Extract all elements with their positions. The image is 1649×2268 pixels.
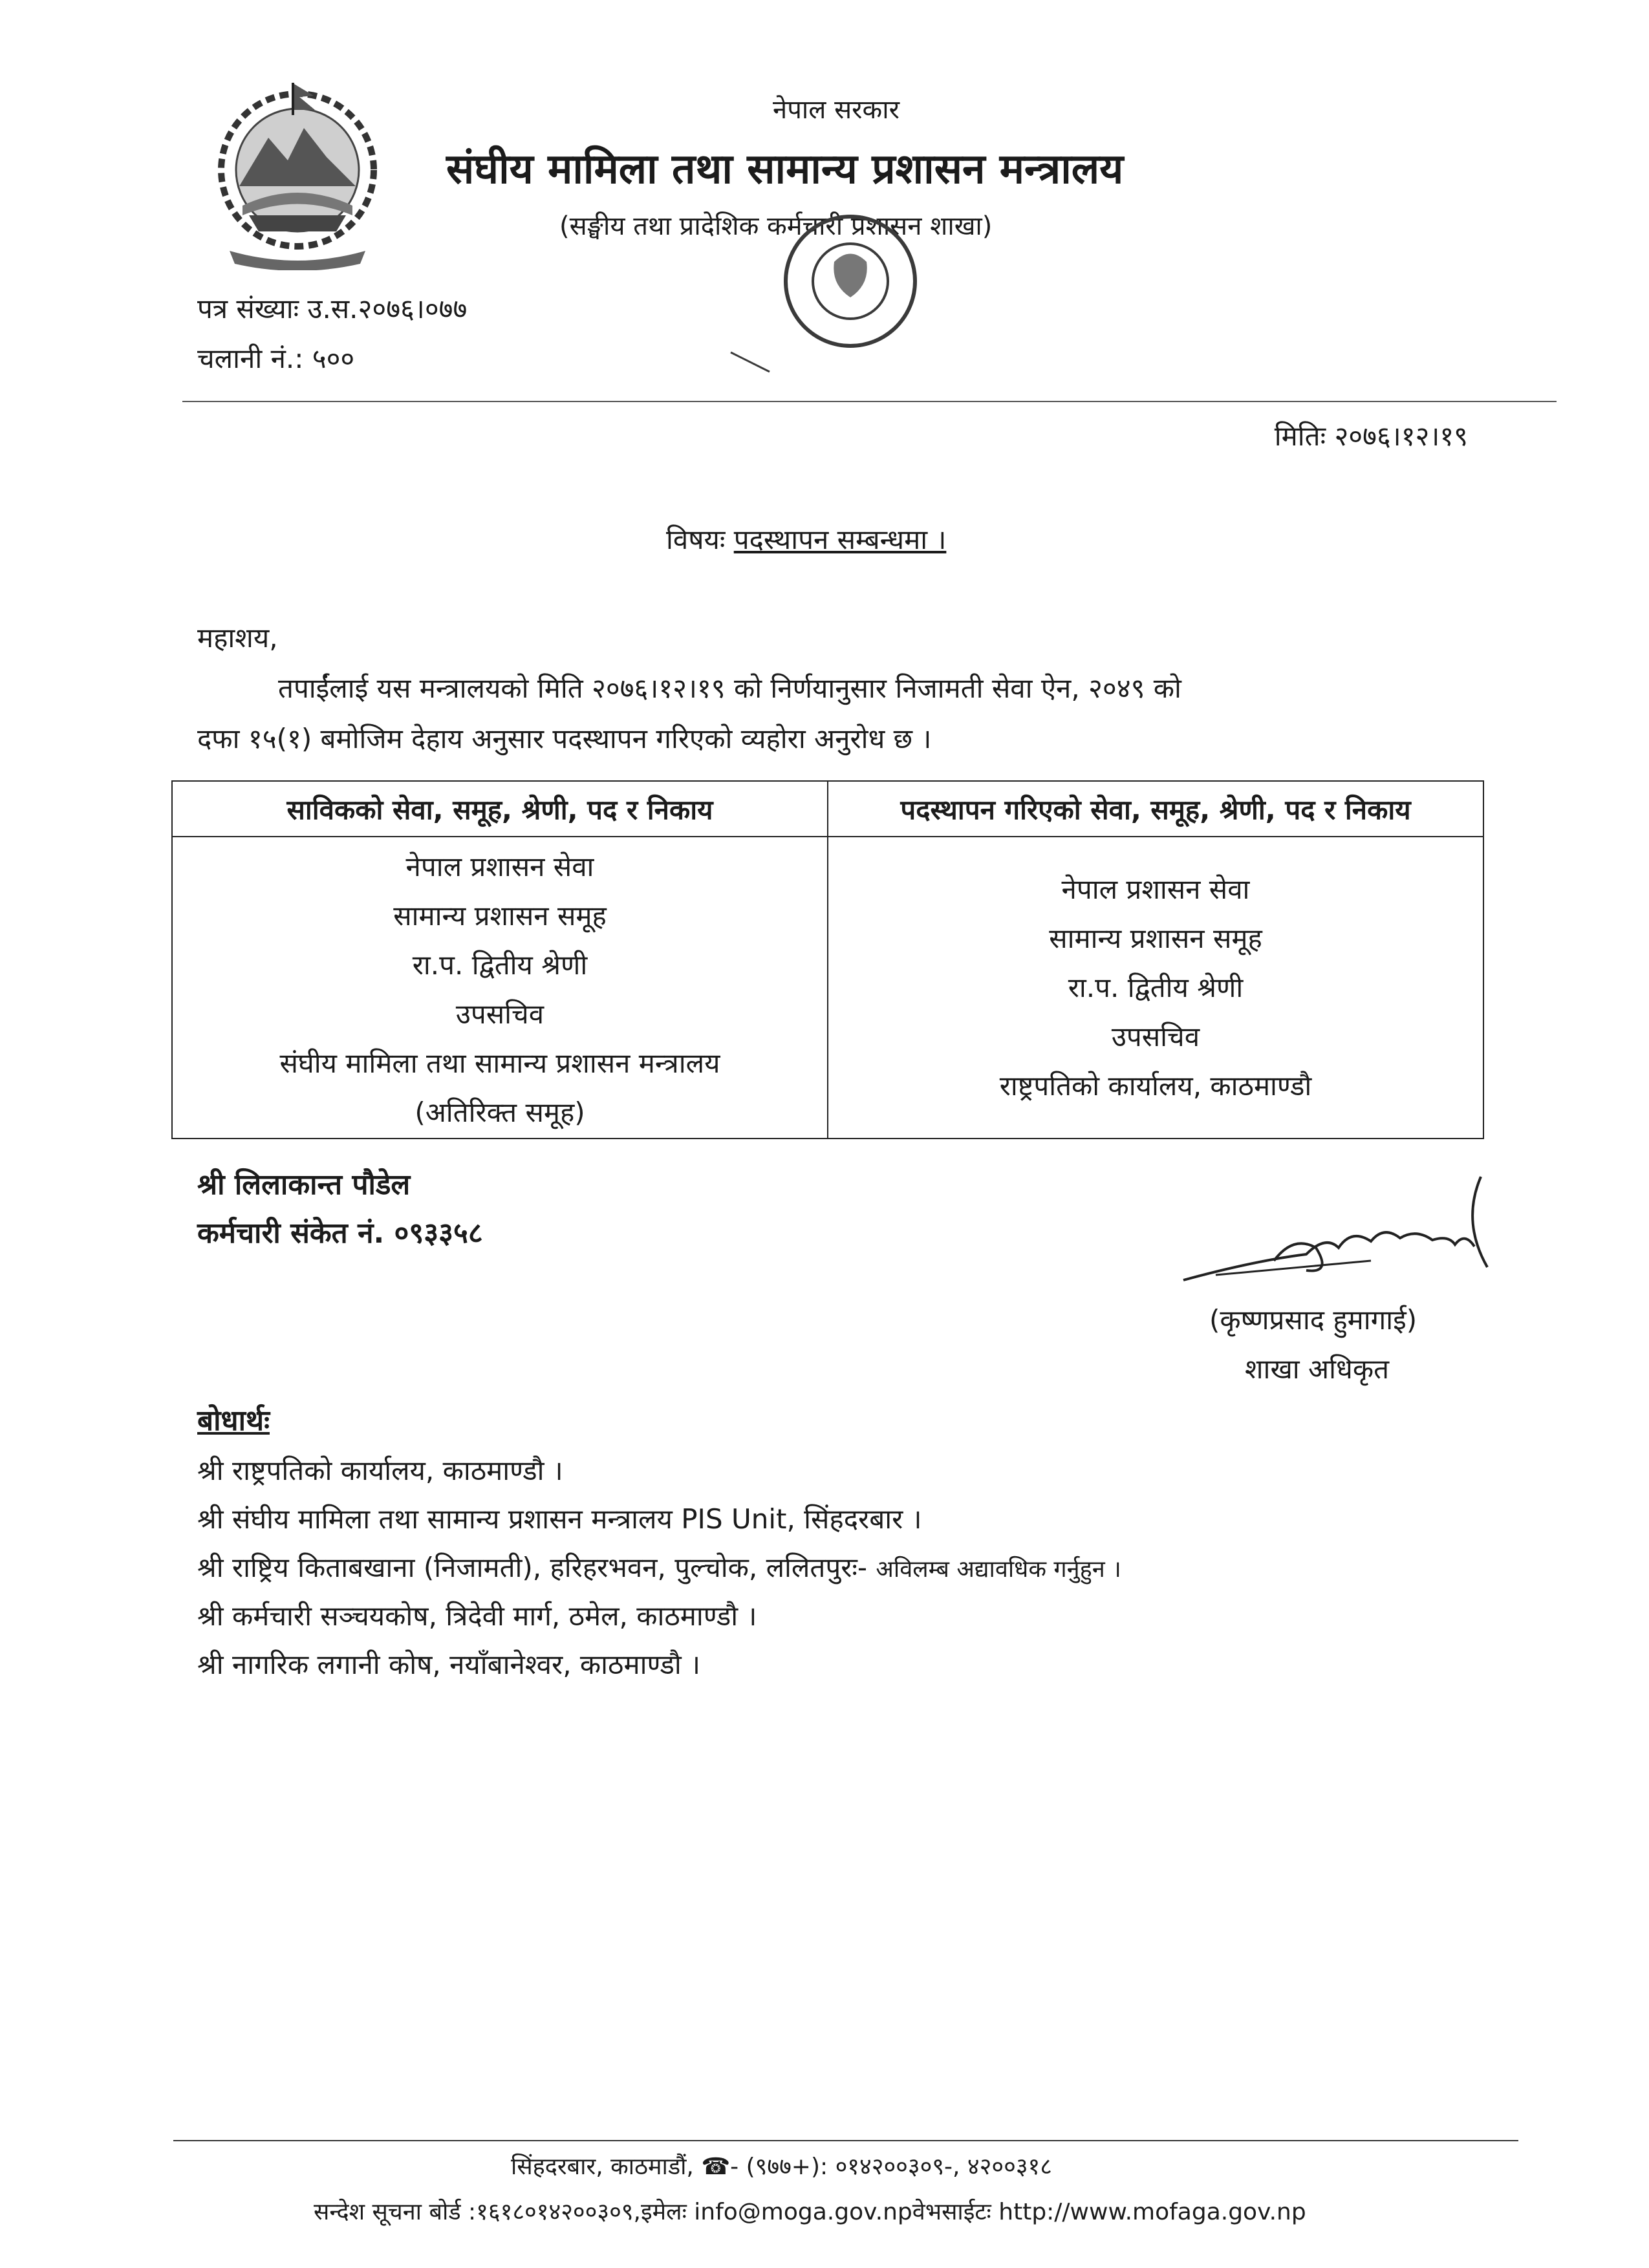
previous-group: सामान्य प्रशासन समूह (393, 900, 607, 932)
posted-service: नेपाल प्रशासन सेवा (1061, 873, 1250, 905)
dispatch-number: चलानी नं.: ५०० (197, 343, 355, 374)
previous-office-note: (अतिरिक्त समूह) (415, 1097, 585, 1128)
list-item: श्री कर्मचारी सञ्चयकोष, त्रिदेवी मार्ग, ठमेल, काठमाण्डौ । (197, 1600, 757, 1632)
posted-post: उपसचिव (1111, 1020, 1200, 1053)
posted-office: राष्ट्रपतिको कार्यालय, काठमाण्डौ (999, 1069, 1312, 1102)
cc-note: अविलम्ब अद्यावधिक गर्नुहुन । (876, 1556, 1121, 1583)
header-previous: साविकको सेवा, समूह, श्रेणी, पद र निकाय (172, 781, 828, 837)
posted-cell (828, 837, 1483, 1139)
header-divider (182, 401, 1557, 402)
subject-text: पदस्थापन सम्बन्धमा । (733, 524, 947, 555)
previous-service: नेपाल प्रशासन सेवा (405, 851, 594, 883)
subject-line (666, 520, 946, 557)
subject-label: विषयः (666, 524, 726, 555)
cc-heading: बोधार्थः (197, 1404, 270, 1437)
footer-contact: सन्देश सूचना बोर्ड :१६१८०१४२००३०९,इमेलः info@moga.gov.npवेभसाईटः http://www.mofaga.gov.np (314, 2199, 1306, 2225)
table-header-row (172, 781, 1483, 837)
table-row (172, 837, 1483, 1139)
nepal-government-emblem (191, 76, 404, 270)
employee-code: कर्मचारी संकेत नं. ०९३३५८ (197, 1217, 483, 1250)
body-line-1: तपाईंलाई यस मन्त्रालयको मिति २०७६।१२।१९ को निर्णयानुसार निजामती सेवा ऐन, २०४९ को (278, 672, 1181, 704)
header-posted: पदस्थापन गरिएको सेवा, समूह, श्रेणी, पद र निकाय (828, 781, 1483, 837)
footer-divider (173, 2140, 1518, 2141)
signatory-title: शाखा अधिकृत (1245, 1353, 1390, 1385)
letter-date: मितिः २०७६।१२।१९ (1274, 420, 1468, 452)
posted-class: रा.प. द्वितीय श्रेणी (1068, 971, 1244, 1003)
body-line-2: दफा १५(१) बमोजिम देहाय अनुसार पदस्थापन गरिएको व्यहोरा अनुरोध छ । (197, 723, 932, 754)
list-item: श्री संघीय मामिला तथा सामान्य प्रशासन मन्त्रालय PIS Unit, सिंहदरबार । (197, 1503, 922, 1535)
section-name: (सङ्घीय तथा प्रादेशिक कर्मचारी प्रशासन शाखा) (559, 211, 993, 241)
employee-name: श्री लिलाकान्त पौडेल (197, 1168, 411, 1201)
ministry-name: संघीय मामिला तथा सामान्य प्रशासन मन्त्रालय (446, 145, 1124, 193)
list-item: श्री राष्ट्रिय किताबखाना (निजामती), हरिहरभवन, पुल्चोक, ललितपुरः- अविलम्ब अद्यावधिक गर्नुहुन । (197, 1552, 1121, 1583)
previous-post: उपसचिव (455, 998, 544, 1030)
office-stamp (711, 200, 983, 414)
handwritten-signature (1177, 1164, 1513, 1306)
salutation: महाशय, (197, 622, 278, 654)
list-item: श्री नागरिक लगानी कोष, नयाँबानेश्वर, काठमाण्डौ । (197, 1649, 701, 1680)
letter-number: पत्र संख्याः उ.स.२०७६।०७७ (197, 293, 468, 325)
previous-office: संघीय मामिला तथा सामान्य प्रशासन मन्त्रालय (279, 1047, 720, 1079)
previous-cell (172, 837, 828, 1139)
signatory-name: (कृष्णप्रसाद हुमागाई) (1209, 1304, 1417, 1336)
previous-class: रा.प. द्वितीय श्रेणी (412, 949, 588, 981)
footer-address: सिंहदरबार, काठमाडौं, ☎- (९७७+): ०१४२००३०९-, ४२००३१८ (511, 2154, 1052, 2180)
government-name: नेपाल सरकार (773, 95, 900, 125)
posted-group: सामान्य प्रशासन समूह (1049, 922, 1262, 954)
list-item: श्री राष्ट्रपतिको कार्यालय, काठमाण्डौ । (197, 1455, 563, 1486)
posting-table (171, 780, 1484, 1139)
